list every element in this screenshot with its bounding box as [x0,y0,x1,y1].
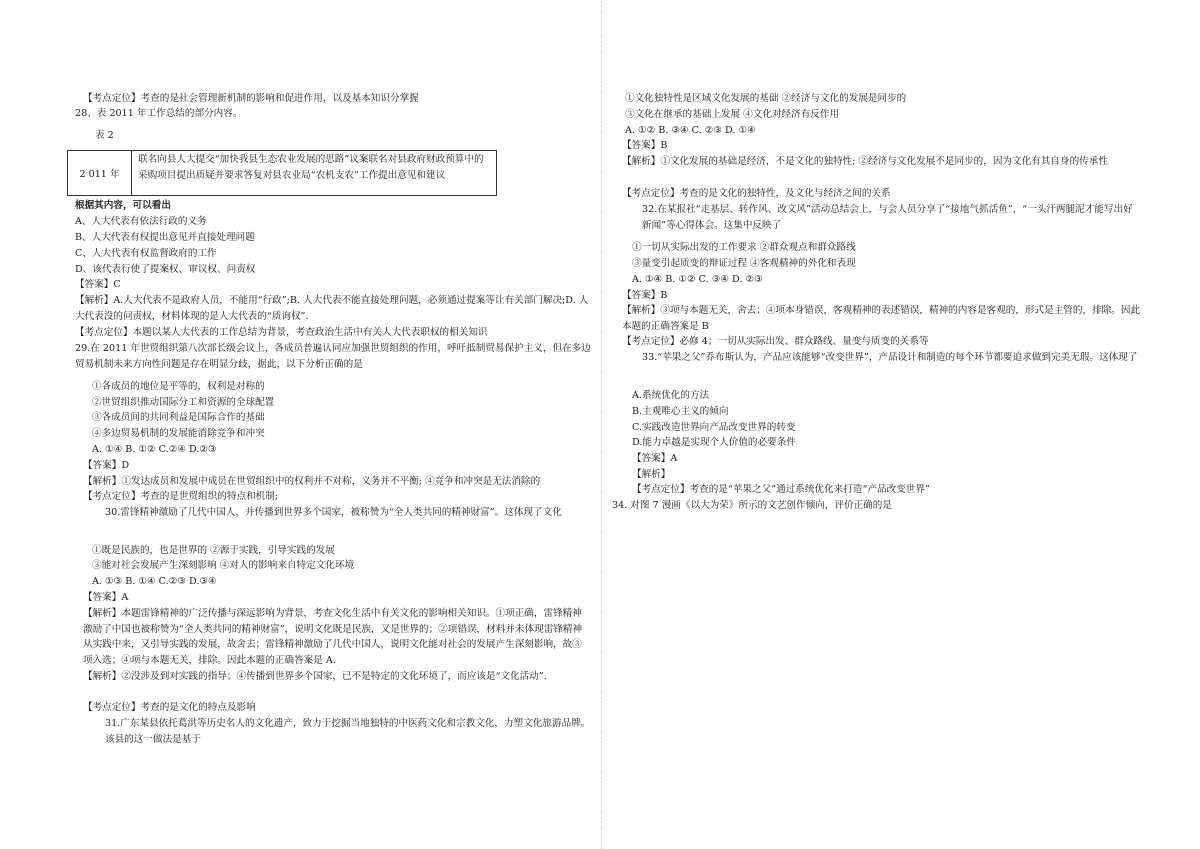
question-28-prompt: 根据其内容，可以看出 [75,200,171,211]
question-31-explanation: 【解析】①文化发展的基础是经济，不是文化的独特性; ②经济与文化发展不是同步的，因为文化有其自身的传承性 [622,156,1108,167]
question-32-stem: 32.在某报社“走基层、转作风、改文风”活动总结会上，与会人员分享了“接地气抓活鱼”，“一头汗两腿泥才能写出好新闻”等心得体会。这集中反映了 [642,204,1133,231]
question-30-items-3-4: ③能对社会发展产生深刻影响 ④对人的影响来自特定文化环境 [92,560,355,571]
question-33-explanation: 【解析】 [632,469,671,480]
question-31-items-3-4: ③文化在继承的基础上发展 ④文化对经济有反作用 [625,109,840,120]
table-divider [131,151,132,195]
column-divider [601,0,602,849]
question-28-stem: 28、表 2011 年工作总结的部分内容。 [75,108,243,119]
question-29-explanation: 【解析】①发达成员和发展中成员在世贸组织中的权利并不对称，义务并不平衡; ④竞争和冲突是无法消除的 [83,476,541,487]
question-32-explanation: 【解析】③项与本题无关，舍去；④项本身错误，客观精神的表述错误，精神的内容是客观的，形式是主管的，排除。因此本题的正确答案是 B [622,305,1141,332]
question-30-items-1-2: ①既是民族的，也是世界的 ②源于实践，引导实践的发展 [92,545,335,556]
question-32-items-3-4: ③量变引起质变的辩证过程 ④客观精神的外化和表现 [632,258,856,269]
table-content-cell: 联名向县人大提交“加快我县生态农业发展的思路”议案联名对县政府财政预算中的采购项目提出质疑并要求答复对县农业局“农机支农”工作提出意见和建议 [138,154,484,181]
question-28-option-a: A、人大代表有依法行政的义务 [75,216,207,227]
question-29-stem: 29.在 2011 年世贸组织第八次部长级会议上，各成员普遍认同应加强世贸组织的作用，呼吁抵制贸易保护主义，但在多边贸易机制未来方向性问题是存在明显分歧，据此，以下分析正确的是 [75,343,591,370]
question-31-exam-point: 【考点定位】考查的是文化的独特性，及文化与经济之间的关系 [622,188,891,199]
question-31-stem: 31.广东某县依托葛洪等历史名人的文化遗产，致力于挖掘当地独特的中医药文化和宗教文化，力塑文化旅游品牌。该县的这一做法是基于 [105,718,591,745]
question-28-option-b: B、人大代表有权提出意见并直接处理问题 [75,232,255,243]
question-29-item-1: ①各成员的地位是平等的，权利是对称的 [92,381,265,392]
question-30-exam-point: 【考点定位】考查的是文化的特点及影响 [83,702,256,713]
question-30-answer: 【答案】A [83,592,129,603]
table-year-cell: 2 011 年 [79,169,120,180]
question-29-item-3: ③各成员间的共同利益是国际合作的基础 [92,412,265,423]
question-30-options: A. ①③ B. ①④ C.②③ D.③④ [92,576,217,587]
question-33-option-d: D.能力卓越是实现个人价值的必要条件 [632,437,796,448]
exam-point-line: 【考点定位】考查的是社会管理新机制的影响和促进作用，以及基本知识分掌握 [83,93,419,104]
table-caption: 表 2 [95,130,114,141]
question-30-explanation-2: 【解析】②没涉及到对实践的指导；④传播到世界多个国家，已不是特定的文化环境了，而应该是“文化活动”. [83,671,547,682]
question-30-stem: 30.雷锋精神激励了几代中国人，并传播到世界多个国家，被称赞为“全人类共同的精神财富”。这体现了文化 [105,507,562,518]
question-30-explanation: 【解析】本题雷锋精神的广泛传播与深远影响为背景，考查文化生活中有关文化的影响相关知识。①项正确，雷锋精神激励了中国也被称赞为“全人类共同的精神财富”，说明文化既是民族，又是世界的；②项错误，材料并未体现雷锋精神从实践中来，又引导实践的发展，故舍去；雷锋精神激励了几代中国人，说明文化能对社会的发展产生深刻影响，故③项入选；④项与本题无关，排除。因此本题的正确答案是 A. [83,608,583,666]
question-32-answer: 【答案】B [622,290,668,301]
question-29-answer: 【答案】D [83,460,130,471]
question-28-option-d: D、该代表行使了提案权、审议权、问责权 [75,264,256,275]
question-28-exam-point: 【考点定位】本题以某人大代表的工作总结为背景，考查政治生活中有关人大代表职权的相关知识 [75,327,488,338]
question-31-options: A. ①② B. ③④ C. ②③ D. ①④ [625,125,756,136]
question-32-items-1-2: ①一切从实际出发的工作要求 ②群众观点和群众路线 [632,242,856,253]
question-31-items-1-2: ①文化独特性是区域文化发展的基础 ②经济与文化的发展是同步的 [625,93,907,104]
question-33-exam-point: 【考点定位】考查的是“苹果之父”通过系统优化来打造“产品改变世界” [632,484,930,495]
question-29-item-2: ②世贸组织推动国际分工和资源的全球配置 [92,397,275,408]
question-29-options: A. ①④ B. ①② C.②④ D.②③ [92,444,217,455]
question-29-item-4: ④多边贸易机制的发展能消除竞争和冲突 [92,428,265,439]
question-32-options: A. ①④ B. ①② C. ③④ D. ②③ [632,274,763,285]
question-33-option-c: C.实践改造世界向产品改变世界的转变 [632,422,796,433]
question-33-stem: 33.“苹果之父”乔布斯认为，产品应该能够“改变世界”，产品设计和制造的每个环节都要追求做到完美无瑕。这体现了 [642,352,1138,363]
question-29-exam-point: 【考点定位】考查的是世贸组织的特点和机制; [83,491,279,502]
question-28-answer: 【答案】C [75,279,121,290]
question-32-exam-point: 【考点定位】必修 4；一切从实际出发、群众路线、量变与质变的关系等 [622,336,929,347]
question-33-answer: 【答案】A [632,453,678,464]
question-34-stem: 34. 对图 7 漫画《以大为荣》所示的文艺创作倾向，评价正确的是 [612,500,892,511]
question-28-explanation: 【解析】A.人大代表不是政府人员，不能用“行政”;B. 人大代表不能直接处理问题，必须通过提案等让有关部门解决;D. 人大代表没的问责权，材料体现的是人大代表的“质询权”. [75,295,589,322]
question-28-option-c: C、人大代表有权监督政府的工作 [75,248,217,259]
question-31-answer: 【答案】B [622,140,668,151]
question-33-option-b: B.主观唯心主义的倾向 [632,406,729,417]
question-33-option-a: A.系统优化的方法 [632,390,710,401]
work-summary-table [67,150,497,196]
